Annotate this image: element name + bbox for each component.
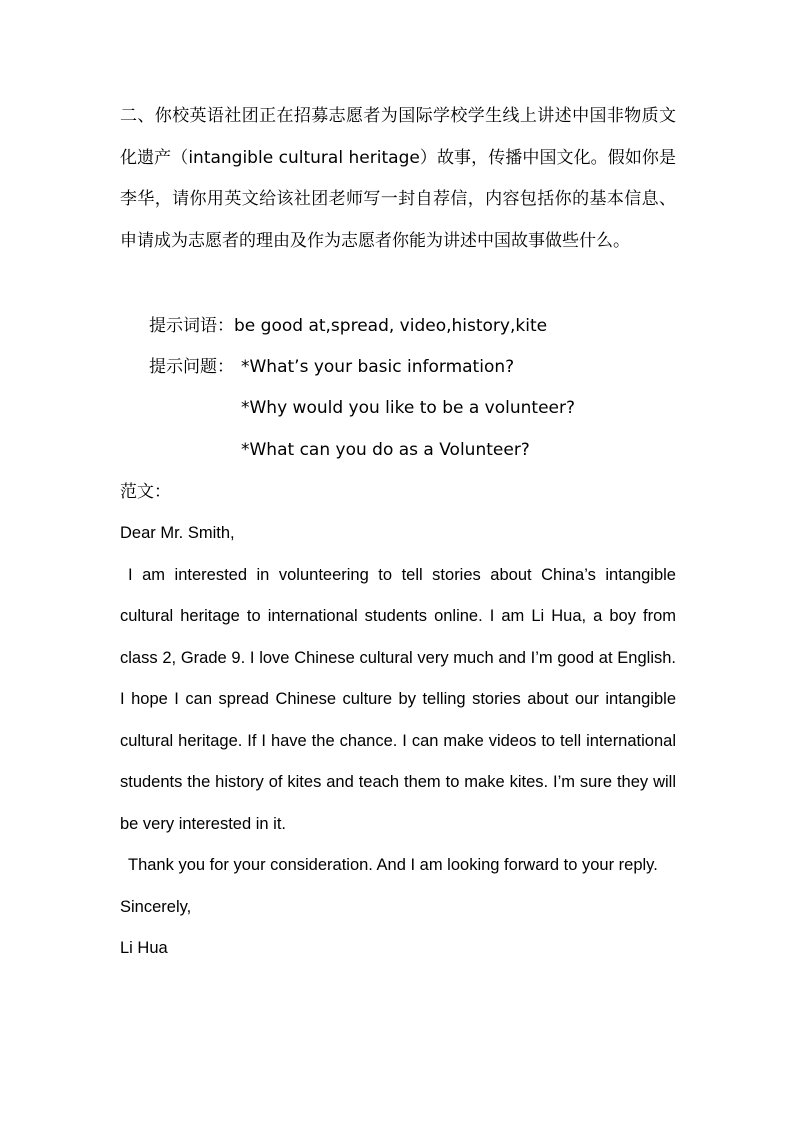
letter-body: I am interested in volunteering to tell stories about China’s intangible cultural heritage to international students online. I am Li Hua, a boy from class 2, Grade 9. I love Chinese cultural very much and I’m good at English. I hope I can spread Chinese culture by telling stories about our intangible cultural heritage. If I have the chance. I can make videos to tell international students the history of kites and teach them to make kites. I’m sure they will be very interested in it.	[120, 565, 676, 833]
hint-question-1: *What’s your basic information?	[241, 357, 515, 377]
task-prompt: 二、你校英语社团正在招募志愿者为国际学校学生线上讲述中国非物质文化遗产（intangible cultural heritage）故事，传播中国文化。假如你是李华，请你用英文给该社团老师写一封自荐信，内容包括你的基本信息、申请成为志愿者的理由及作为志愿者你能为讲述中国故事做些什么。	[120, 106, 676, 251]
sample-essay-label: 范文：	[120, 482, 171, 502]
hint-question-2: *Why would you like to be a volunteer?	[241, 398, 576, 418]
hint-question-3: *What can you do as a Volunteer?	[241, 440, 530, 460]
letter-greeting: Dear Mr. Smith,	[120, 524, 235, 542]
sample-letter	[120, 513, 676, 970]
letter-signature: Li Hua	[120, 939, 168, 957]
letter-thanks: Thank you for your consideration. And I am looking forward to your reply.	[128, 856, 658, 874]
hint-words: 提示词语：be good at,spread, video,history,kite	[149, 316, 548, 336]
hint-questions-label: 提示问题：	[149, 357, 234, 377]
letter-closing: Sincerely,	[120, 897, 192, 916]
